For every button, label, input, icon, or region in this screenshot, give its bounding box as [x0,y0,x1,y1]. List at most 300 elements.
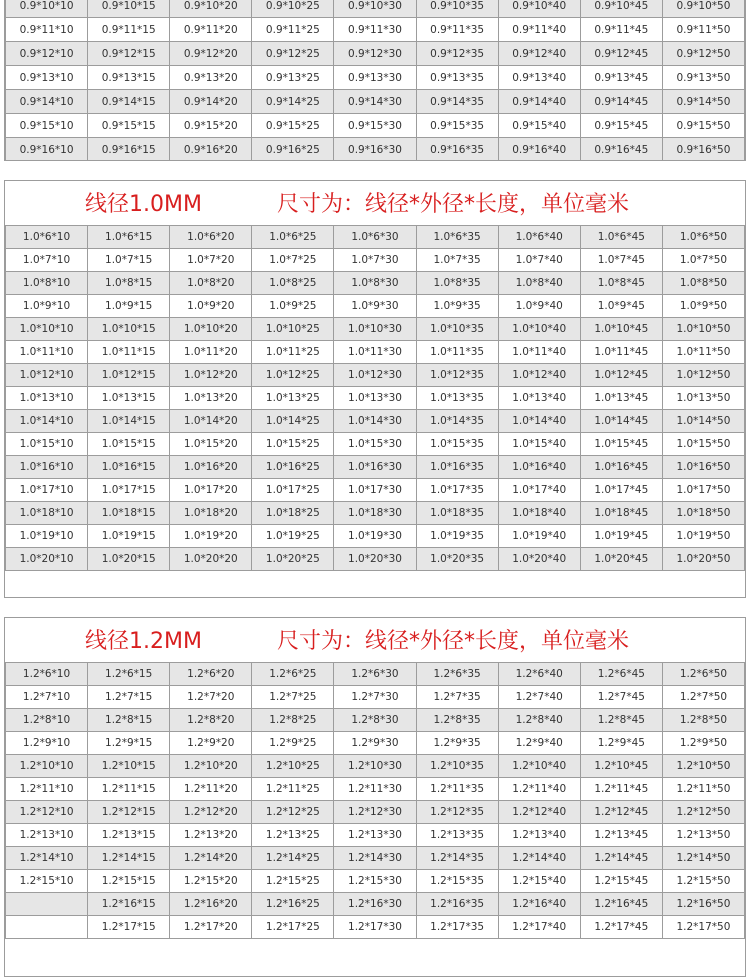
table-cell: 1.2*14*45 [580,847,662,870]
table-cell: 1.2*17*40 [498,916,580,939]
table-cell: 1.0*20*50 [662,548,744,571]
table-cell: 1.0*7*10 [6,249,88,272]
table-cell: 1.0*7*30 [334,249,416,272]
table-cell: 1.2*14*50 [662,847,744,870]
table-cell: 0.9*10*10 [6,0,88,18]
table-cell: 1.2*17*15 [88,916,170,939]
table-cell: 1.0*15*35 [416,433,498,456]
table-cell: 1.2*14*35 [416,847,498,870]
table-cell: 1.0*12*10 [6,364,88,387]
table-cell: 1.0*16*15 [88,456,170,479]
table-cell: 1.2*13*25 [252,824,334,847]
table-cell: 1.0*6*50 [662,226,744,249]
table-cell: 1.0*19*40 [498,525,580,548]
table-row [6,42,745,66]
table-row [6,870,745,893]
table-cell: 1.0*20*30 [334,548,416,571]
section-subtitle: 尺寸为：线径*外径*长度，单位毫米 [277,629,630,654]
table-cell: 1.0*16*25 [252,456,334,479]
table-cell: 0.9*11*25 [252,18,334,42]
table-cell: 1.2*10*10 [6,755,88,778]
table-cell: 1.0*10*15 [88,318,170,341]
table-cell: 1.0*15*50 [662,433,744,456]
table-cell: 1.0*8*25 [252,272,334,295]
table-cell: 1.0*18*40 [498,502,580,525]
table-cell: 1.0*11*45 [580,341,662,364]
table-cell: 0.9*16*50 [662,138,744,162]
table-cell: 1.2*11*35 [416,778,498,801]
section-title: 线径1.0MM [85,192,202,217]
table-cell: 1.2*15*50 [662,870,744,893]
table-cell: 1.0*16*20 [170,456,252,479]
table-row [6,479,745,502]
table-cell: 1.2*9*30 [334,732,416,755]
table-cell: 1.2*11*40 [498,778,580,801]
table-cell: 1.0*14*20 [170,410,252,433]
table-row [6,138,745,162]
table-cell: 1.0*12*20 [170,364,252,387]
table-cell: 1.2*11*50 [662,778,744,801]
table-cell: 1.0*7*15 [88,249,170,272]
table-cell: 0.9*13*25 [252,66,334,90]
table-cell: 0.9*14*15 [88,90,170,114]
table-cell: 1.0*11*40 [498,341,580,364]
table-cell: 0.9*10*30 [334,0,416,18]
table-cell: 1.2*6*40 [498,663,580,686]
table-row [6,226,745,249]
table-cell: 1.0*11*10 [6,341,88,364]
table-cell: 0.9*16*25 [252,138,334,162]
table-cell: 0.9*11*20 [170,18,252,42]
table-cell: 1.2*16*40 [498,893,580,916]
table-cell: 1.0*15*25 [252,433,334,456]
table-cell: 0.9*14*40 [498,90,580,114]
table-row [6,114,745,138]
table-cell: 1.2*12*10 [6,801,88,824]
table-cell: 1.0*13*35 [416,387,498,410]
table-cell: 1.2*7*25 [252,686,334,709]
spec-table [5,662,745,939]
table-cell: 0.9*12*15 [88,42,170,66]
table-cell: 0.9*15*50 [662,114,744,138]
table-cell: 1.0*14*10 [6,410,88,433]
table-cell: 1.0*13*10 [6,387,88,410]
table-row [6,0,745,18]
table-cell: 1.2*12*35 [416,801,498,824]
table-cell: 1.0*17*10 [6,479,88,502]
table-cell: 1.0*12*25 [252,364,334,387]
table-cell: 0.9*16*30 [334,138,416,162]
table-row [6,295,745,318]
table-cell: 1.0*11*35 [416,341,498,364]
table-row [6,686,745,709]
table-cell: 1.0*13*50 [662,387,744,410]
spec-table [5,225,745,571]
table-cell: 1.2*12*30 [334,801,416,824]
table-cell: 1.0*9*25 [252,295,334,318]
table-cell: 0.9*10*15 [88,0,170,18]
table-cell: 1.2*12*50 [662,801,744,824]
table-cell: 1.0*20*35 [416,548,498,571]
table-cell: 1.2*8*35 [416,709,498,732]
table-cell: 1.0*6*30 [334,226,416,249]
table-cell: 0.9*16*10 [6,138,88,162]
table-cell: 0.9*11*35 [416,18,498,42]
table-cell: 1.2*7*10 [6,686,88,709]
table-cell: 0.9*13*40 [498,66,580,90]
table-cell: 1.0*10*25 [252,318,334,341]
table-cell: 1.2*9*25 [252,732,334,755]
table-cell: 1.2*16*45 [580,893,662,916]
table-cell: 1.0*18*50 [662,502,744,525]
table-cell: 1.2*15*45 [580,870,662,893]
table-cell: 0.9*15*15 [88,114,170,138]
table-cell: 0.9*14*35 [416,90,498,114]
table-cell: 1.2*12*25 [252,801,334,824]
table-cell: 0.9*12*50 [662,42,744,66]
table-cell: 0.9*11*45 [580,18,662,42]
table-cell: 1.0*20*25 [252,548,334,571]
table-cell: 1.2*7*30 [334,686,416,709]
table-cell: 1.0*6*25 [252,226,334,249]
table-cell: 1.0*15*15 [88,433,170,456]
table-cell: 1.0*12*15 [88,364,170,387]
table-row [6,755,745,778]
table-cell: 1.0*18*25 [252,502,334,525]
table-cell: 1.0*20*40 [498,548,580,571]
table-cell: 1.2*13*35 [416,824,498,847]
table-row [6,732,745,755]
table-cell: 1.0*8*20 [170,272,252,295]
table-row [6,847,745,870]
table-cell: 1.0*19*15 [88,525,170,548]
table-cell: 0.9*15*40 [498,114,580,138]
table-cell: 1.2*7*40 [498,686,580,709]
table-cell: 1.0*9*35 [416,295,498,318]
table-cell: 1.0*18*15 [88,502,170,525]
table-cell: 1.0*20*15 [88,548,170,571]
table-cell: 1.0*10*35 [416,318,498,341]
table-cell: 1.0*6*15 [88,226,170,249]
table-cell: 1.0*20*20 [170,548,252,571]
table-cell: 1.2*8*30 [334,709,416,732]
table-cell: 1.2*13*10 [6,824,88,847]
table-cell: 1.0*7*25 [252,249,334,272]
table-cell: 0.9*16*15 [88,138,170,162]
table-cell: 1.2*14*20 [170,847,252,870]
section-subtitle: 尺寸为：线径*外径*长度，单位毫米 [277,192,630,217]
table-cell: 1.0*10*45 [580,318,662,341]
table-cell: 1.2*8*25 [252,709,334,732]
table-cell: 1.0*10*50 [662,318,744,341]
table-cell: 1.0*14*40 [498,410,580,433]
table-cell: 1.0*18*20 [170,502,252,525]
table-cell: 1.2*11*25 [252,778,334,801]
table-cell: 1.0*11*30 [334,341,416,364]
table-cell: 0.9*15*30 [334,114,416,138]
table-cell: 1.2*14*40 [498,847,580,870]
table-cell: 1.0*16*10 [6,456,88,479]
table-cell: 1.2*15*15 [88,870,170,893]
table-cell: 1.0*17*25 [252,479,334,502]
table-cell: 1.0*14*15 [88,410,170,433]
section-header [5,618,745,662]
table-cell: 1.0*19*25 [252,525,334,548]
table-cell: 0.9*15*20 [170,114,252,138]
table-cell: 1.2*12*45 [580,801,662,824]
table-cell: 0.9*10*35 [416,0,498,18]
table-cell: 1.0*10*30 [334,318,416,341]
table-cell: 1.0*17*30 [334,479,416,502]
table-cell: 1.0*7*45 [580,249,662,272]
table-cell: 1.0*13*20 [170,387,252,410]
table-cell: 1.0*14*25 [252,410,334,433]
table-cell: 1.0*6*20 [170,226,252,249]
table-row [6,778,745,801]
table-cell: 1.2*16*30 [334,893,416,916]
table-cell: 1.0*9*50 [662,295,744,318]
table-cell: 1.0*13*25 [252,387,334,410]
spec-table [5,0,745,161]
table-row [6,341,745,364]
table-cell: 0.9*12*40 [498,42,580,66]
table-cell: 1.0*17*15 [88,479,170,502]
table-cell: 1.2*14*25 [252,847,334,870]
table-cell: 0.9*14*25 [252,90,334,114]
table-cell: 1.0*17*40 [498,479,580,502]
table-cell: 1.2*10*40 [498,755,580,778]
table-cell: 0.9*16*45 [580,138,662,162]
table-cell: 1.0*6*45 [580,226,662,249]
table-cell: 0.9*12*10 [6,42,88,66]
table-cell: 1.2*10*25 [252,755,334,778]
table-cell: 1.2*7*50 [662,686,744,709]
table-cell: 1.2*17*20 [170,916,252,939]
table-cell: 1.0*16*40 [498,456,580,479]
table-cell: 1.2*15*25 [252,870,334,893]
table-cell: 0.9*13*10 [6,66,88,90]
table-cell: 1.0*13*40 [498,387,580,410]
table-cell: 1.0*19*45 [580,525,662,548]
table-row [6,272,745,295]
table-row [6,387,745,410]
table-cell: 1.0*9*10 [6,295,88,318]
table-cell: 0.9*12*25 [252,42,334,66]
table-cell: 1.0*16*50 [662,456,744,479]
table-row [6,709,745,732]
table-cell: 1.2*10*35 [416,755,498,778]
table-cell: 1.2*6*10 [6,663,88,686]
table-cell: 1.2*13*15 [88,824,170,847]
table-cell: 1.2*14*10 [6,847,88,870]
table-cell: 0.9*10*25 [252,0,334,18]
table-cell: 1.0*9*20 [170,295,252,318]
table-cell: 1.0*16*35 [416,456,498,479]
table-cell: 1.2*17*25 [252,916,334,939]
table-cell: 1.2*6*50 [662,663,744,686]
table-row [6,456,745,479]
table-cell: 1.0*8*45 [580,272,662,295]
table-cell: 1.0*17*45 [580,479,662,502]
table-row [6,893,745,916]
section-title: 线径1.2MM [85,629,202,654]
table-cell: 1.0*13*30 [334,387,416,410]
table-cell: 1.2*12*15 [88,801,170,824]
table-cell: 1.2*6*20 [170,663,252,686]
table-cell: 0.9*14*10 [6,90,88,114]
table-cell: 1.2*10*50 [662,755,744,778]
table-cell: 0.9*14*20 [170,90,252,114]
table-cell: 1.0*8*35 [416,272,498,295]
table-cell: 1.0*8*30 [334,272,416,295]
table-cell: 1.2*9*10 [6,732,88,755]
table-cell: 1.0*12*50 [662,364,744,387]
table-cell: 1.0*9*45 [580,295,662,318]
table-cell: 1.2*10*30 [334,755,416,778]
table-cell [6,916,88,939]
table-cell: 1.2*13*45 [580,824,662,847]
table-cell: 1.2*11*10 [6,778,88,801]
table-cell: 0.9*15*45 [580,114,662,138]
table-cell: 1.2*7*35 [416,686,498,709]
table-cell: 1.2*17*50 [662,916,744,939]
table-cell: 1.0*19*50 [662,525,744,548]
table-cell: 0.9*11*50 [662,18,744,42]
table-row [6,663,745,686]
table-cell: 1.2*12*20 [170,801,252,824]
table-cell: 1.0*19*10 [6,525,88,548]
table-cell: 0.9*13*30 [334,66,416,90]
table-cell: 1.0*19*20 [170,525,252,548]
table-cell: 1.2*16*15 [88,893,170,916]
table-cell: 1.2*7*20 [170,686,252,709]
table-cell: 1.2*8*10 [6,709,88,732]
table-cell: 1.0*10*40 [498,318,580,341]
table-cell [6,893,88,916]
table-cell: 1.0*7*35 [416,249,498,272]
table-cell: 1.2*8*50 [662,709,744,732]
table-cell: 0.9*14*30 [334,90,416,114]
table-cell: 0.9*15*25 [252,114,334,138]
table-cell: 1.2*8*45 [580,709,662,732]
table-cell: 0.9*10*45 [580,0,662,18]
table-cell: 1.2*8*40 [498,709,580,732]
table-cell: 1.0*18*45 [580,502,662,525]
table-cell: 1.2*6*30 [334,663,416,686]
table-cell: 0.9*11*15 [88,18,170,42]
table-cell: 1.2*9*15 [88,732,170,755]
table-cell: 0.9*12*20 [170,42,252,66]
table-cell: 1.2*15*30 [334,870,416,893]
table-row [6,410,745,433]
table-cell: 0.9*13*35 [416,66,498,90]
table-cell: 1.0*12*30 [334,364,416,387]
table-cell: 1.2*9*40 [498,732,580,755]
table-cell: 1.2*7*15 [88,686,170,709]
table-cell: 1.2*17*45 [580,916,662,939]
table-row [6,18,745,42]
table-row [6,433,745,456]
table-cell: 1.0*14*50 [662,410,744,433]
table-cell: 1.0*9*40 [498,295,580,318]
table-cell: 1.2*10*45 [580,755,662,778]
table-cell: 1.0*18*35 [416,502,498,525]
table-cell: 1.0*11*20 [170,341,252,364]
table-row [6,548,745,571]
table-cell: 1.2*13*30 [334,824,416,847]
table-row [6,502,745,525]
table-cell: 1.0*13*45 [580,387,662,410]
table-cell: 1.2*15*40 [498,870,580,893]
table-row [6,318,745,341]
table-cell: 1.0*11*15 [88,341,170,364]
table-cell: 1.2*9*35 [416,732,498,755]
table-cell: 0.9*12*45 [580,42,662,66]
table-cell: 0.9*10*20 [170,0,252,18]
table-cell: 1.0*10*20 [170,318,252,341]
table-cell: 1.0*7*20 [170,249,252,272]
table-cell: 1.0*20*45 [580,548,662,571]
table-cell: 0.9*16*35 [416,138,498,162]
table-cell: 1.0*14*30 [334,410,416,433]
table-cell: 1.0*17*35 [416,479,498,502]
table-cell: 1.0*9*30 [334,295,416,318]
table-cell: 1.2*13*40 [498,824,580,847]
table-cell: 0.9*11*30 [334,18,416,42]
table-block-0-9mm [4,0,746,161]
table-cell: 1.2*11*45 [580,778,662,801]
table-cell: 1.2*9*45 [580,732,662,755]
table-cell: 1.0*15*30 [334,433,416,456]
table-cell: 1.2*8*20 [170,709,252,732]
table-cell: 1.0*11*25 [252,341,334,364]
table-cell: 1.2*10*20 [170,755,252,778]
table-cell: 1.2*13*50 [662,824,744,847]
table-cell: 1.0*13*15 [88,387,170,410]
table-cell: 1.0*6*35 [416,226,498,249]
table-cell: 1.2*11*15 [88,778,170,801]
table-cell: 1.2*14*30 [334,847,416,870]
table-cell: 1.0*8*50 [662,272,744,295]
table-cell: 1.0*6*10 [6,226,88,249]
table-cell: 1.2*10*15 [88,755,170,778]
table-cell: 1.0*17*20 [170,479,252,502]
table-cell: 1.0*7*50 [662,249,744,272]
table-cell: 1.0*9*15 [88,295,170,318]
table-cell: 1.0*14*45 [580,410,662,433]
table-row [6,90,745,114]
table-cell: 0.9*14*50 [662,90,744,114]
table-cell: 1.2*8*15 [88,709,170,732]
table-cell: 1.0*16*30 [334,456,416,479]
table-row [6,364,745,387]
table-cell: 0.9*10*50 [662,0,744,18]
table-cell: 1.2*16*25 [252,893,334,916]
table-cell: 1.2*7*45 [580,686,662,709]
table-cell: 1.0*12*40 [498,364,580,387]
table-row [6,801,745,824]
table-cell: 1.0*15*10 [6,433,88,456]
table-cell: 0.9*12*30 [334,42,416,66]
table-cell: 1.0*15*40 [498,433,580,456]
table-block-1-2mm [4,617,746,977]
table-block-1-0mm [4,180,746,598]
table-cell: 1.0*15*20 [170,433,252,456]
table-cell: 1.0*19*30 [334,525,416,548]
table-cell: 1.2*9*20 [170,732,252,755]
table-cell: 1.0*8*40 [498,272,580,295]
table-cell: 1.0*11*50 [662,341,744,364]
